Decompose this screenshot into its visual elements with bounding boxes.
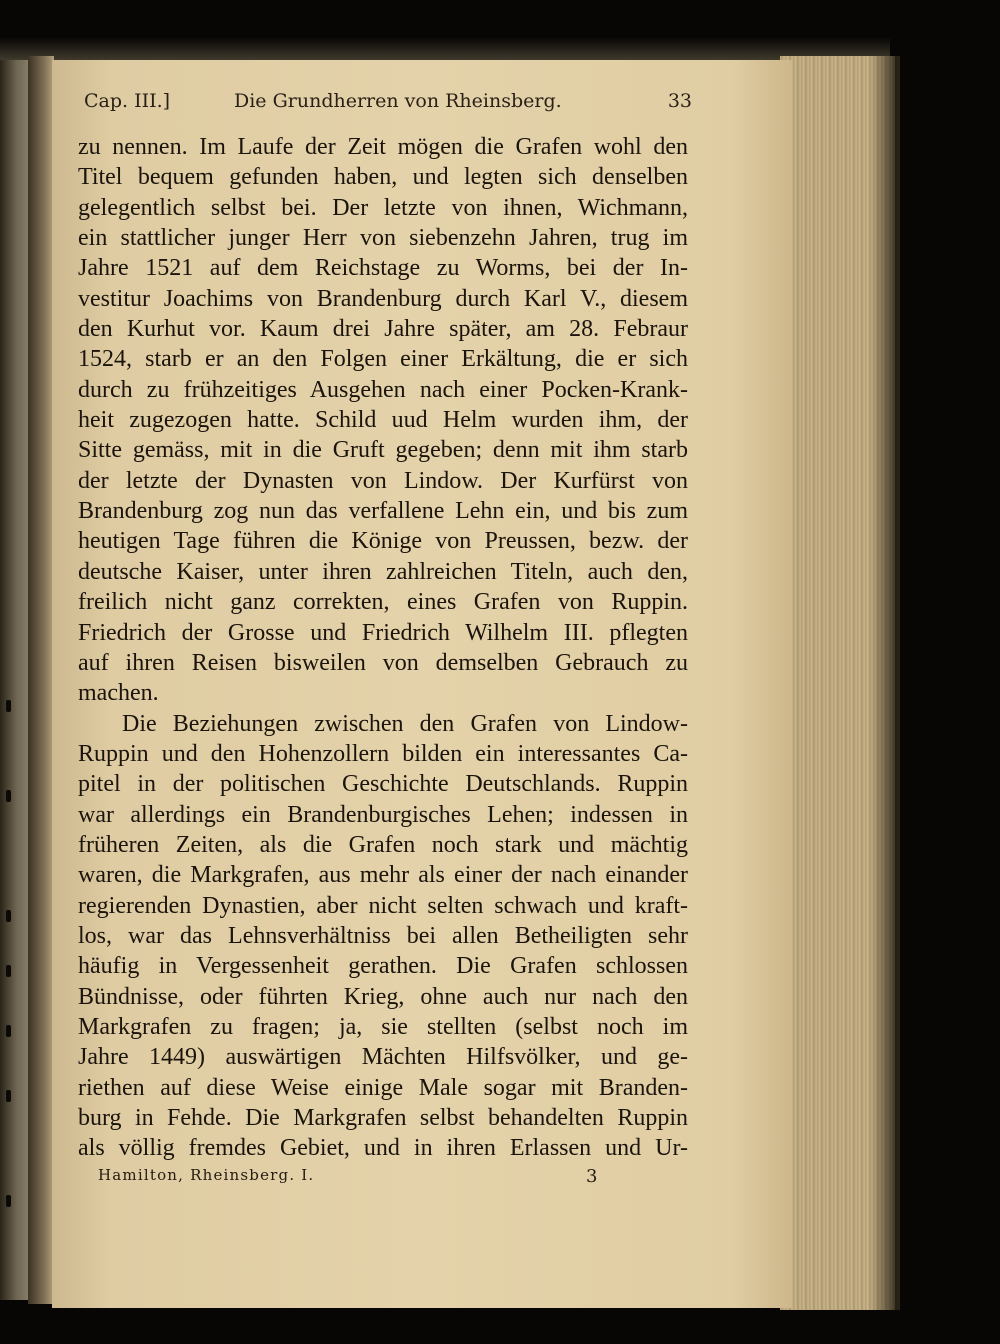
text-line: heutigen Tage führen die Könige von Preussen, bezw. der: [78, 528, 688, 555]
page-edge-mark: [6, 1090, 11, 1102]
signature-reference: Hamilton, Rheinsberg. I.: [98, 1166, 315, 1184]
text-line: der letzte der Dynasten von Lindow. Der Kurfürst von: [78, 467, 688, 494]
previous-page-edge: [0, 60, 30, 1300]
text-line: heit zugezogen hatte. Schild uud Helm wurden ihm, der: [78, 407, 688, 434]
page-edge-mark: [6, 700, 11, 712]
page-edge-mark: [6, 1195, 11, 1207]
text-line: Ruppin und den Hohenzollern bilden ein interessantes Ca-: [78, 740, 688, 767]
text-line: 1524, starb er an den Folgen einer Erkältung, die er sich: [78, 346, 688, 373]
text-line: Brandenburg zog nun das verfallene Lehn ein, und bis zum: [78, 498, 688, 525]
page-edge-mark: [6, 790, 11, 802]
text-line: regierenden Dynastien, aber nicht selten schwach und kraft-: [78, 892, 688, 919]
text-line: zu nennen. Im Laufe der Zeit mögen die Grafen wohl den: [78, 134, 688, 160]
page-edge-mark: [6, 910, 11, 922]
text-line: den Kurhut vor. Kaum drei Jahre später, am 28. Febraur: [78, 316, 688, 343]
book-gutter: [28, 56, 54, 1304]
text-line: los, war das Lehnsverhältniss bei allen Betheiligten sehr: [78, 922, 688, 949]
text-line: waren, die Markgrafen, aus mehr als einer der nach einander: [78, 862, 688, 889]
page-number: 33: [667, 90, 692, 112]
running-head: [84, 84, 692, 118]
text-line: freilich nicht ganz correkten, eines Grafen von Ruppin.: [78, 589, 688, 616]
text-line: war allerdings ein Brandenburgisches Lehen; indessen in: [78, 801, 688, 828]
body-text: [78, 132, 688, 1164]
text-line: auf ihren Reisen bisweilen von demselben Gebrauch zu: [78, 649, 688, 676]
page-edge-mark: [6, 1025, 11, 1037]
text-line: Titel bequem gefunden haben, und legten sich denselben: [78, 164, 688, 191]
text-line: machen.: [78, 680, 159, 707]
text-line: häufig in Vergessenheit gerathen. Die Grafen schlossen: [78, 953, 688, 980]
text-line: ein stattlicher junger Herr von siebenzehn Jahren, trug im: [78, 225, 688, 252]
text-line: Bündnisse, oder führten Krieg, ohne auch nur nach den: [78, 983, 688, 1010]
text-line: Sitte gemäss, mit in die Gruft gegeben; denn mit ihm starb: [78, 437, 688, 464]
text-line: als völlig fremdes Gebiet, und in ihren Erlassen und Ur-: [78, 1135, 688, 1162]
signature-mark: 3: [586, 1166, 598, 1187]
text-line: früheren Zeiten, als die Grafen noch stark und mächtig: [78, 831, 688, 858]
running-title: Die Grundherren von Rheinsberg.: [234, 90, 562, 112]
text-line: Jahre 1449) auswärtigen Mächten Hilfsvölker, und ge-: [78, 1044, 688, 1071]
text-line: gelegentlich selbst bei. Der letzte von ihnen, Wichmann,: [78, 194, 688, 221]
fore-edge-shadow: [870, 56, 900, 1310]
text-line: Jahre 1521 auf dem Reichstage zu Worms, bei der In-: [78, 255, 688, 282]
text-line: burg in Fehde. Die Markgrafen selbst behandelten Ruppin: [78, 1105, 688, 1131]
page-footer: [98, 1162, 598, 1190]
text-line: deutsche Kaiser, unter ihren zahlreichen Titeln, auch den,: [78, 558, 688, 585]
text-line: pitel in der politischen Geschichte Deutschlands. Ruppin: [78, 771, 688, 798]
text-line: Die Beziehungen zwischen den Grafen von Lindow-: [122, 710, 688, 737]
text-line: riethen auf diese Weise einige Male sogar mit Branden-: [78, 1074, 688, 1101]
text-line: vestitur Joachims von Brandenburg durch Karl V., diesem: [78, 285, 688, 312]
chapter-label: Cap. III.]: [84, 90, 171, 112]
text-line: Friedrich der Grosse und Friedrich Wilhelm III. pflegten: [78, 619, 688, 646]
text-line: Markgrafen zu fragen; ja, sie stellten (selbst noch im: [78, 1013, 688, 1040]
text-line: durch zu frühzeitiges Ausgehen nach einer Pocken-Krank-: [78, 376, 688, 403]
page-edge-mark: [6, 965, 11, 977]
